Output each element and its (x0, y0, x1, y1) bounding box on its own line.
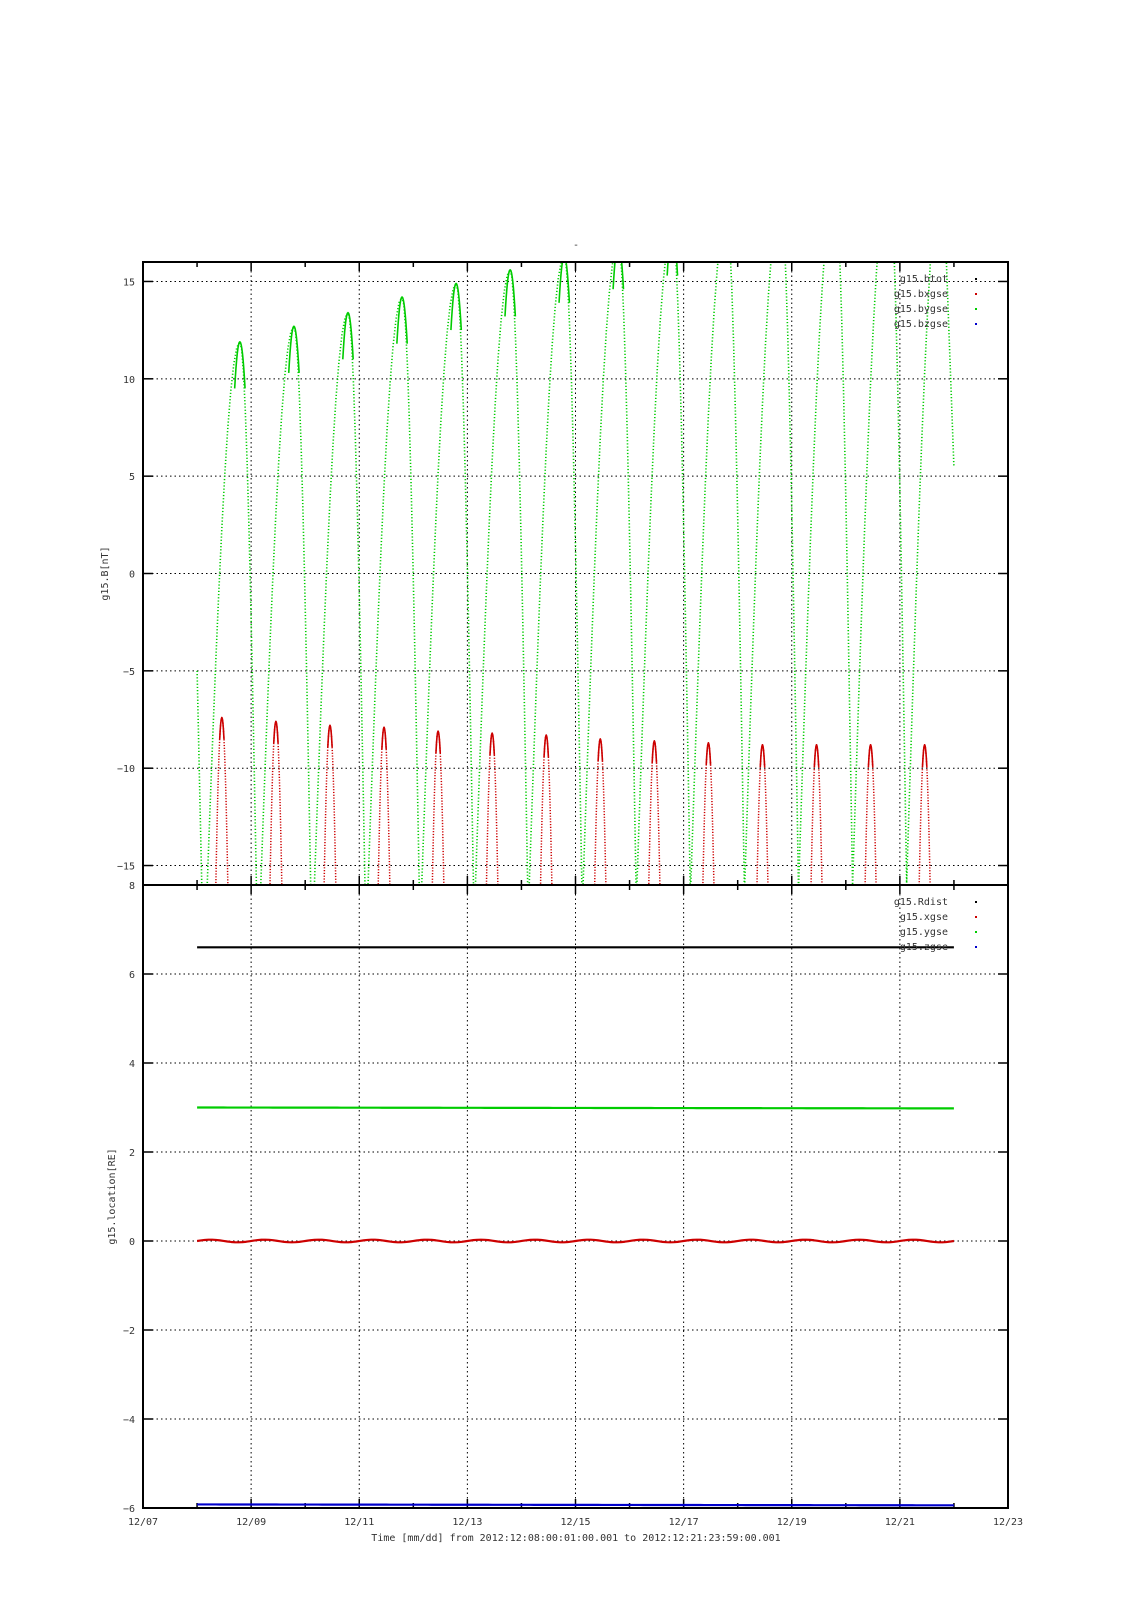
legend (894, 274, 977, 330)
x-tick-label: 12/23 (992, 1517, 1024, 1528)
legend-entry-label: g15.btot (899, 274, 948, 285)
series-g15-ygse (197, 1108, 954, 1109)
magnetic-field-panel (100, 161, 1008, 979)
series-group (197, 161, 954, 979)
y-tick-label: 2 (128, 1148, 135, 1159)
y-tick-label: 0 (128, 569, 135, 581)
series-g15-bygse-crest (937, 161, 947, 208)
series-g15-bxgse (486, 733, 499, 929)
series-g15-bygse-crest (613, 243, 623, 290)
y-tick-label: 0 (128, 1237, 135, 1248)
legend-entry-label: g15.bzgse (893, 319, 948, 330)
series-g15-bygse-crest (721, 215, 731, 262)
y-tick-label: −10 (116, 764, 135, 776)
y-tick-label: 8 (128, 881, 135, 892)
legend-entry-swatch (975, 278, 977, 280)
series-g15-bxgse (432, 731, 445, 927)
legend-entry-swatch (975, 901, 977, 903)
legend-entry-swatch (975, 946, 977, 948)
y-tick-label: 5 (128, 472, 135, 484)
x-axis-label: Time [mm/dd] from 2012:12:08:00:01:00.001 to 2012:12:21:23:59:00.001 (371, 1533, 781, 1544)
series-g15-bxgse (756, 745, 769, 941)
series-g15-bxgse-crest (814, 745, 818, 767)
series-g15-bxgse-crest (490, 733, 494, 755)
series-g15-bygse-crest (775, 202, 785, 249)
legend-entry-label: g15.zgse (899, 942, 948, 953)
y-tick-label: −2 (122, 1326, 135, 1337)
x-tick-label: 12/09 (236, 1517, 267, 1528)
series-g15-bxgse (269, 721, 282, 917)
series-g15-bygse-crest (397, 297, 407, 344)
series-g15-bxgse (323, 725, 336, 921)
y-tick-label: −6 (122, 1504, 135, 1515)
series-g15-bxgse-crest (922, 745, 926, 767)
series-g15-bxgse-crest (220, 718, 224, 740)
series-g15-bxgse (540, 735, 553, 931)
series-g15-bxgse-crest (760, 745, 764, 767)
series-g15-bxgse (864, 745, 877, 941)
legend-entry-swatch (975, 323, 977, 325)
legend-entry-swatch (975, 931, 977, 933)
series-g15-zgse (197, 1504, 954, 1505)
x-tick-label: 12/15 (560, 1517, 591, 1528)
y-axis-label: g15.location[RE] (107, 1148, 118, 1245)
y-tick-label: 15 (122, 277, 135, 289)
x-tick-label: 12/21 (884, 1517, 915, 1528)
legend-entry-label: g15.bygse (893, 304, 948, 315)
series-g15-bxgse-crest (598, 739, 602, 761)
y-tick-label: 4 (128, 1059, 135, 1070)
x-tick-label: 12/17 (668, 1517, 699, 1528)
y-tick-label: −5 (122, 666, 135, 678)
series-g15-bxgse-crest (436, 731, 440, 753)
series-g15-bygse (197, 161, 954, 979)
series-g15-bxgse (378, 727, 391, 923)
legend-entry-swatch (975, 916, 977, 918)
x-tick-label: 12/11 (344, 1517, 375, 1528)
legend-entry-label: g15.bxgse (893, 289, 948, 300)
series-g15-bxgse (702, 743, 715, 939)
location-panel (107, 881, 1023, 1544)
x-tick-label: 12/19 (776, 1517, 807, 1528)
legend-entry-label: g15.Rdist (893, 897, 948, 908)
series-g15-bxgse-crest (868, 745, 872, 767)
series-g15-bygse-crest (883, 174, 893, 221)
x-tick-label: 12/07 (127, 1517, 159, 1528)
legend-entry-swatch (975, 293, 977, 295)
legend (894, 897, 977, 953)
legend-entry-label: g15.ygse (899, 927, 948, 938)
series-g15-bxgse (594, 739, 607, 935)
series-g15-bxgse-crest (382, 727, 386, 749)
series-g15-bxgse-crest (706, 743, 710, 765)
series-g15-bxgse-crest (652, 741, 656, 763)
series-g15-bygse-crest (829, 188, 839, 235)
y-tick-label: −15 (116, 861, 135, 873)
series-g15-bxgse (810, 745, 823, 941)
page-title: - (572, 240, 580, 251)
y-tick-label: 6 (128, 970, 135, 981)
series-g15-xgse (197, 1240, 954, 1243)
y-axis-label: g15.B[nT] (100, 546, 111, 601)
x-tick-label: 12/13 (452, 1517, 483, 1528)
series-g15-bxgse-crest (328, 725, 332, 747)
y-tick-label: −4 (122, 1415, 135, 1426)
series-g15-bxgse-crest (544, 735, 548, 757)
legend-entry-swatch (975, 308, 977, 310)
y-tick-label: 10 (122, 374, 135, 386)
series-g15-bxgse-crest (274, 721, 278, 743)
legend-entry-label: g15.xgse (899, 912, 948, 923)
series-g15-bxgse (648, 741, 661, 937)
